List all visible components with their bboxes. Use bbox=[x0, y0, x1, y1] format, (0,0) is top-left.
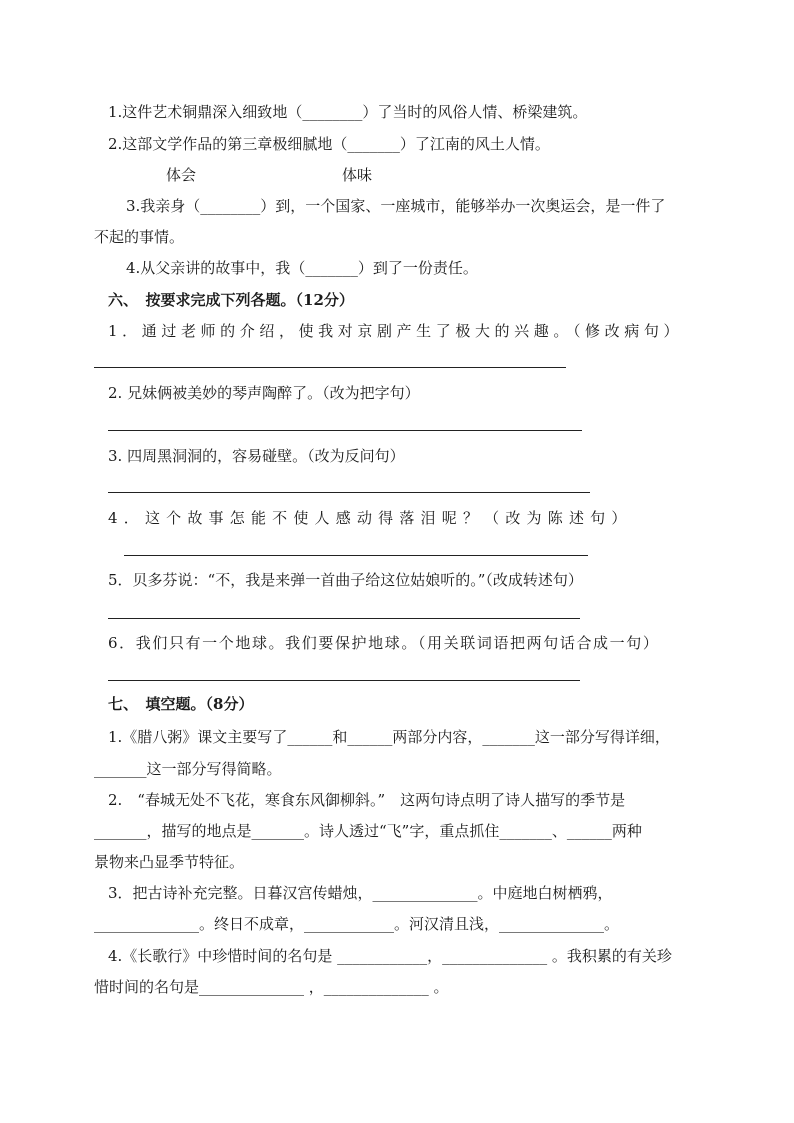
section-6-question-6: 6．我们只有一个地球。我们要保护地球。（用关联词语把两句话合成一句） bbox=[108, 634, 660, 652]
section-6-question-2: 2. 兄妹俩被美妙的琴声陶醉了。（改为把字句） bbox=[108, 384, 420, 402]
fill-1-line2: _______这一部分写得简略。 bbox=[94, 760, 282, 778]
question-5-3-line1: 3.我亲身（________）到，一个国家、一座城市，能够举办一次奥运会，是一件了 bbox=[126, 197, 666, 215]
section-6-question-4: 4．这个故事怎能不使人感动得落泪呢？（改为陈述句） bbox=[108, 509, 633, 527]
question-5-1: 1.这件艺术铜鼎深入细致地（________）了当时的风俗人情、桥梁建筑。 bbox=[108, 103, 588, 121]
answer-line-6[interactable] bbox=[108, 680, 580, 681]
section-7-heading: 七、 填空题。（8分） bbox=[108, 695, 254, 713]
answer-line-2[interactable] bbox=[108, 430, 582, 431]
fill-2-line1: 2. “春城无处不飞花，寒食东风御柳斜。” 这两句诗点明了诗人描写的季节是 bbox=[108, 791, 626, 809]
section-6-question-3: 3. 四周黑洞洞的，容易碰壁。（改为反问句） bbox=[108, 447, 405, 465]
fill-1-line1: 1.《腊八粥》课文主要写了______和______两部分内容，_______这一部分写得详细， bbox=[108, 728, 670, 746]
question-5-2: 2.这部文学作品的第三章极细腻地（_______）了江南的风土人情。 bbox=[108, 135, 550, 153]
answer-line-5[interactable] bbox=[108, 618, 580, 619]
fill-4-line2: 惜时间的名句是______________ ，______________ 。 bbox=[94, 978, 449, 996]
answer-line-1[interactable] bbox=[94, 367, 566, 368]
fill-4-line1: 4.《长歌行》中珍惜时间的名句是 ____________，______________ 。我积累的有关珍 bbox=[108, 947, 672, 965]
answer-line-3[interactable] bbox=[108, 492, 590, 493]
question-5-3-line2: 不起的事情。 bbox=[94, 228, 185, 246]
question-5-4: 4.从父亲讲的故事中，我（_______）到了一份责任。 bbox=[126, 259, 478, 277]
word-option-2: 体味 bbox=[342, 166, 373, 184]
fill-3-line2: ______________。终日不成章，____________。河汉清且浅，______________。 bbox=[94, 915, 620, 933]
fill-2-line3: 景物来凸显季节特征。 bbox=[94, 853, 245, 871]
fill-3-line1: 3．把古诗补充完整。日暮汉宫传蜡烛，______________。中庭地白树栖鸦， bbox=[108, 884, 613, 902]
fill-2-line2: _______，描写的地点是_______。诗人透过“飞”字，重点抓住_______、______两种 bbox=[94, 822, 642, 840]
word-option-1: 体会 bbox=[166, 166, 197, 184]
section-6-heading: 六、 按要求完成下列各题。（12分） bbox=[108, 291, 354, 309]
section-6-question-5: 5．贝多芬说：“不，我是来弹一首曲子给这位姑娘听的。”（改成转述句） bbox=[108, 571, 583, 589]
section-6-question-1: 1．通过老师的介绍，使我对京剧产生了极大的兴趣。（修改病句） bbox=[108, 322, 684, 340]
answer-line-4[interactable] bbox=[124, 555, 588, 556]
